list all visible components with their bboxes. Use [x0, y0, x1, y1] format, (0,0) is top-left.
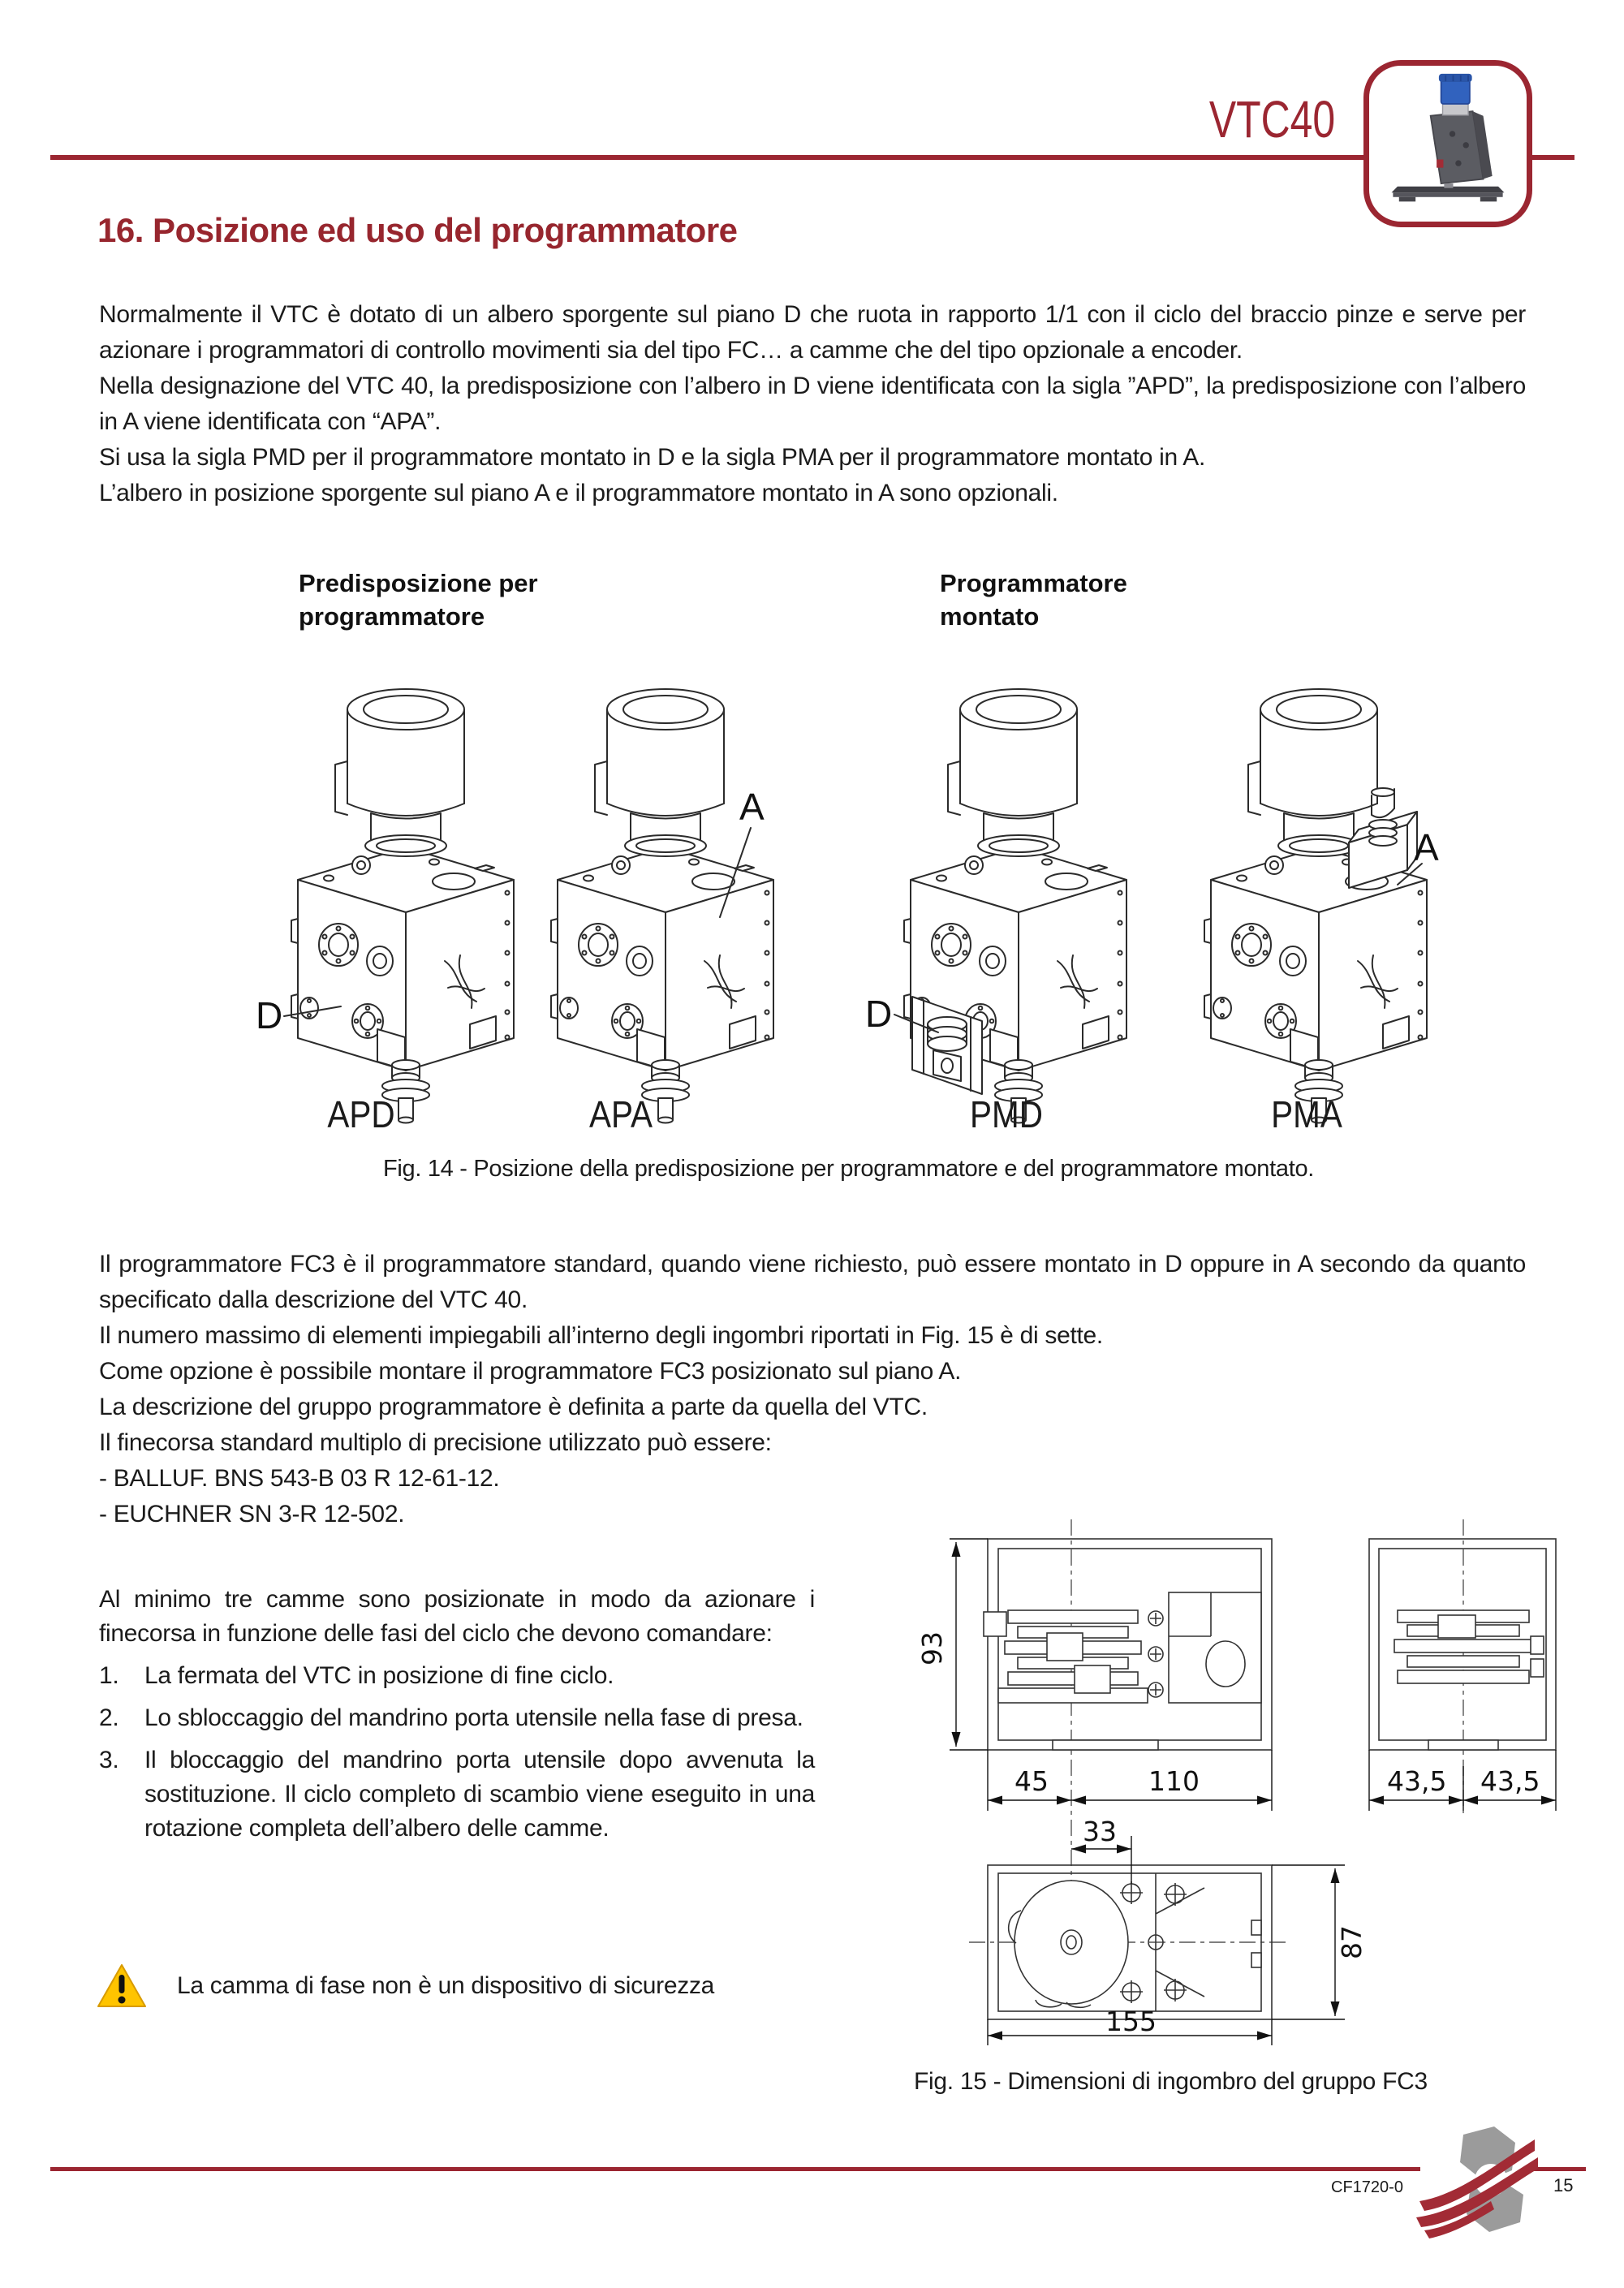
specs-p6: - BALLUF. BNS 543-B 03 R 12-61-12.	[99, 1465, 500, 1492]
product-photo-icon	[1376, 72, 1519, 215]
document-code: CF1720-0	[1331, 2178, 1403, 2196]
footer-rule-left	[50, 2167, 1420, 2171]
list-item-number: 3.	[99, 1747, 119, 1773]
list-item	[99, 1743, 815, 1846]
machine-pma-drawing	[1161, 675, 1477, 1130]
dim-33: 33	[1083, 1816, 1117, 1847]
intro-p3: Si usa la sigla PMD per il programmatore montato in D e la sigla PMA per il programmatore montato in A.	[99, 444, 1206, 471]
dim-43-5-left: 43,5	[1387, 1765, 1447, 1797]
machine-label-apa: APA	[588, 1093, 653, 1135]
specs-p3: Come opzione è possibile montare il programmatore FC3 posizionato sul piano A.	[99, 1358, 962, 1385]
specs-p2: Il numero massimo di elementi impiegabili all’interno degli ingombri riportati in Fig. 15 è di sette.	[99, 1322, 1103, 1349]
intro-p2: Nella designazione del VTC 40, la predisposizione con l’albero in D viene identificata con la sigla ”APD”, la predisposizione con l’albero in A viene identificata con “APA”.	[99, 373, 1526, 435]
cams-section	[99, 1583, 815, 1846]
fig14-caption: Fig. 14 - Posizione della predisposizione per programmatore e del programmatore montato.	[382, 1156, 1315, 1182]
intro-p4: L’albero in posizione sporgente sul piano A e il programmatore montato in A sono opzionali.	[99, 480, 1058, 506]
list-item-number: 2.	[99, 1704, 119, 1731]
dim-45: 45	[1014, 1765, 1049, 1797]
dim-93: 93	[916, 1631, 948, 1665]
callout-d-pmd: D	[865, 993, 893, 1035]
page-number: 15	[1553, 2175, 1574, 2195]
specs-paragraphs	[99, 1247, 1526, 1532]
list-item-text: Lo sbloccaggio del mandrino porta utensile nella fase di presa.	[144, 1704, 803, 1731]
specs-p4: La descrizione del gruppo programmatore è definita a parte da quella del VTC.	[99, 1394, 928, 1420]
intro-paragraphs	[99, 297, 1526, 511]
specs-p7: - EUCHNER SN 3-R 12-502.	[99, 1501, 405, 1527]
fig14-right-heading	[940, 567, 1127, 633]
machine-label-pmd: PMD	[970, 1093, 1043, 1135]
fig14-right-heading-line1: Programmatore	[940, 569, 1127, 597]
warning-note	[96, 1963, 714, 2010]
specs-p5: Il finecorsa standard multiplo di precisione utilizzato può essere:	[99, 1429, 772, 1456]
machine-pmd-drawing	[860, 675, 1177, 1130]
cams-intro: Al minimo tre camme sono posizionate in modo da azionare i finecorsa in funzione delle fasi del ciclo che devono comandare:	[99, 1586, 815, 1647]
fig14-left-heading-line1: Predisposizione per	[299, 569, 538, 597]
product-name: VTC40	[1208, 90, 1335, 149]
fig14-left-heading	[299, 567, 538, 633]
footer-rule-right	[1531, 2167, 1586, 2171]
specs-p1: Il programmatore FC3 è il programmatore standard, quando viene richiesto, può essere montato in D oppure in A secondo da quanto specificato dalla descrizione del VTC 40.	[99, 1251, 1526, 1313]
page-title: 16. Posizione ed uso del programmatore	[97, 211, 738, 249]
fig15-dimension-drawing	[870, 1515, 1617, 2050]
callout-d-apd: D	[256, 994, 283, 1036]
fig15-caption: Fig. 15 - Dimensioni di ingombro del gruppo FC3	[914, 2068, 1428, 2095]
machine-label-pma: PMA	[1271, 1093, 1342, 1135]
dim-43-5-right: 43,5	[1480, 1765, 1540, 1797]
list-item	[99, 1701, 815, 1735]
dim-110: 110	[1148, 1765, 1200, 1797]
fig14-right-heading-line2: montato	[940, 602, 1040, 631]
dim-155: 155	[1105, 2006, 1157, 2037]
intro-p1: Normalmente il VTC è dotato di un albero sporgente sul piano D che ruota in rapporto 1/1 con il ciclo del braccio pinze e serve per azionare i programmatori di controllo movimenti sia del tipo FC… a camme che del tipo opzionale a encoder.	[99, 301, 1526, 364]
callout-a-pma: A	[1414, 826, 1439, 868]
machine-label-apd: APD	[327, 1093, 395, 1135]
warning-triangle-icon	[96, 1963, 148, 2010]
callout-a-apa: A	[739, 786, 765, 828]
machine-apa-drawing	[507, 675, 824, 1130]
header-rule	[50, 155, 1574, 160]
list-item-text: La fermata del VTC in posizione di fine ciclo.	[144, 1662, 614, 1689]
list-item	[99, 1659, 815, 1693]
list-item-number: 1.	[99, 1662, 119, 1689]
company-logo-icon	[1415, 2123, 1539, 2249]
product-photo-box	[1363, 60, 1532, 227]
list-item-text: Il bloccaggio del mandrino porta utensile dopo avvenuta la sostituzione. Il ciclo completo di scambio viene eseguito in una rotazione completa dell’albero delle camme.	[144, 1747, 815, 1842]
warning-text: La camma di fase non è un dispositivo di sicurezza	[177, 1972, 715, 1999]
dim-87: 87	[1336, 1925, 1368, 1959]
fig14-left-heading-line2: programmatore	[299, 602, 485, 631]
